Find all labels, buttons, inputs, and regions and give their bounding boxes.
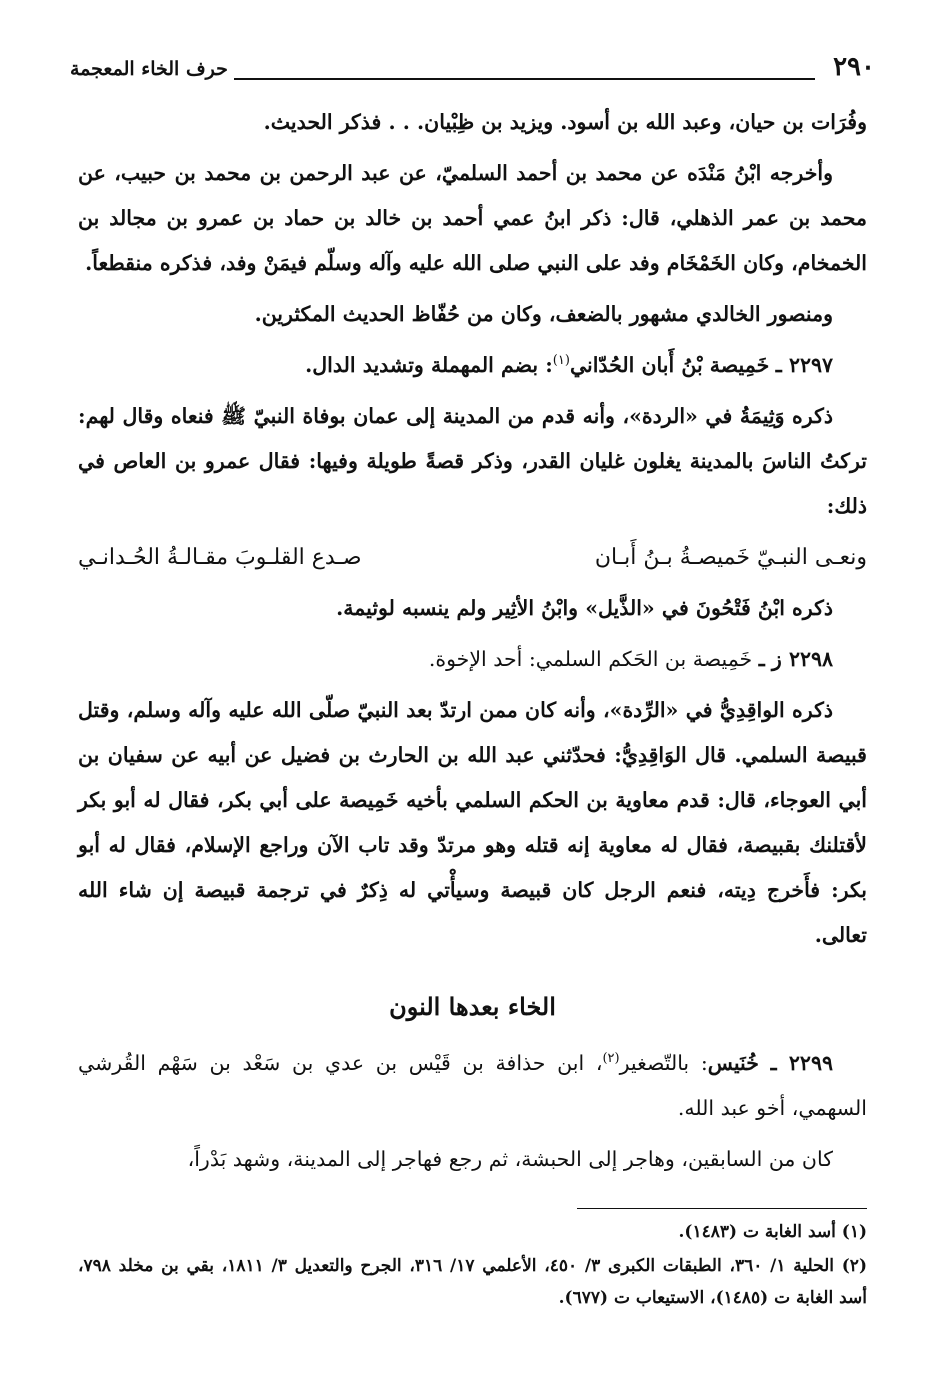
entry-2298 [78, 637, 867, 682]
footnote: (٢) الحلية ١/ ٣٦٠، الطبقات الكبرى ٣/ ٤٥٠، الأعلمي ١٧/ ٣١٦، الجرح والتعديل ٣/ ١٨١١، بقي بن مخلد ٧٩٨، أسد الغابة ت (١٤٨٥)، الاستيعاب ت (٦٧٧). [78, 1256, 867, 1308]
paragraph: ومنصور الخالدي مشهور بالضعف، وكان من حُفّاظ الحديث المكثرين. [254, 302, 833, 326]
entry-2299 [78, 1041, 867, 1131]
paragraph: كان من السابقين، وهاجر إلى الحبشة، ثم رجع فهاجر إلى المدينة، وشهد بَدْراً، [187, 1147, 833, 1171]
entry-text: : بالتّصغير [619, 1051, 708, 1075]
paragraph: وفُرَات بن حيان، وعبد الله بن أسود. ويزيد بن ظِبْيان. . . فذكر الحديث. [263, 110, 867, 134]
entry-name: خَمِيصة بن الحَكم السلمي [535, 647, 753, 671]
entry-name: خَمِيصة بْنُ أَبان الحُدّاني [569, 353, 770, 377]
footnotes [78, 1216, 867, 1316]
page-header [70, 52, 875, 88]
entry-2297 [78, 343, 867, 388]
running-title: حرف الخاء المعجمة [70, 58, 234, 80]
footnote-ref: (١) [552, 353, 570, 369]
entry-number: ٢٢٩٨ ز ـ [758, 647, 833, 671]
verse-hemistich-right: ونعـى النبـيّ خَميصـةُ بـنُ أَبـان [594, 545, 867, 570]
verse-hemistich-left: صـدع القلـوبَ مقـالـةُ الحُـدانـي [78, 545, 362, 570]
entry-number: ٢٢٩٧ ـ [775, 353, 833, 377]
paragraph: وأخرجه ابْنُ مَنْدَه عن محمد بن أحمد السلميّ، عن عبد الرحمن بن محمد بن حبيب، عن محمد بن عمر الذهلي، قال: ذكر ابنُ عمي أحمد بن خالد بن حماد بن عمرو بن مجالد بن الخمخام، وكان الخَمْخَام وفد على النبي صلى الله عليه وآله وسلّم فيمَنْ وفد، فذكره منقطعاً. [78, 161, 867, 275]
footnote: (١) أسد الغابة ت (١٤٨٣). [678, 1222, 867, 1242]
entry-text: ، ابن حذافة بن قَيْس بن عدي بن سَعْد بن سَهْم القُرشي السهمي، أخو عبد الله. [78, 1051, 867, 1120]
paragraph: ذكره ابْنُ فَتْحُونَ في «الذَّيل» وابْنُ الأثِير ولم ينسبه لوثيمة. [336, 596, 833, 620]
footnote-ref: (٢) [602, 1051, 620, 1067]
entry-name: خُنَيس [707, 1051, 759, 1075]
footnote-rule [577, 1208, 867, 1209]
paragraph: ذكره وَثِيمَةُ في «الردة»، وأنه قدم من المدينة إلى عمان بوفاة النبيّ ﷺ فنعاه وقال لهم: تركتُ الناسَ بالمدينة يغلون غليان القدر، وذكر قصةً طويلة وفيها: فقال عمرو بن العاص في ذلك: [78, 404, 867, 518]
entry-number: ٢٢٩٩ ـ [770, 1051, 833, 1075]
entry-text: : بضم المهملة وتشديد الدال. [305, 353, 553, 377]
poetry-verse [78, 535, 867, 580]
header-rule [230, 78, 815, 80]
section-heading: الخاء بعدها النون [389, 992, 556, 1021]
page-number: ٢٩٠ [833, 52, 875, 82]
main-text [78, 100, 867, 1188]
paragraph: ذكره الواقِدِيُّ في «الرِّدة»، وأنه كان ممن ارتدّ بعد النبيّ صلّى الله عليه وآله وسلم، وقتل قبيصة السلمي. قال الوَاقِدِيُّ: فحدّثني عبد الله بن الحارث بن فضيل عن أبيه عن سفيان بن أبي العوجاء، قال: قدم معاوية بن الحكم السلمي بأخيه خَمِيصة على أبي بكر، فقال له أبو بكر لأقتلنك بقبيصة، فقال له معاوية إنه قتله وهو مرتدّ وقد تاب الآن وراجع الإسلام، فقال له أبو بكر: فأَخرج دِيته، فنعم الرجل كان قبيصة وسيأْتي له ذِكرٌ في ترجمة قبيصة إن شاء الله تعالى. [78, 698, 867, 947]
entry-text: : أحد الإخوة. [428, 647, 536, 671]
